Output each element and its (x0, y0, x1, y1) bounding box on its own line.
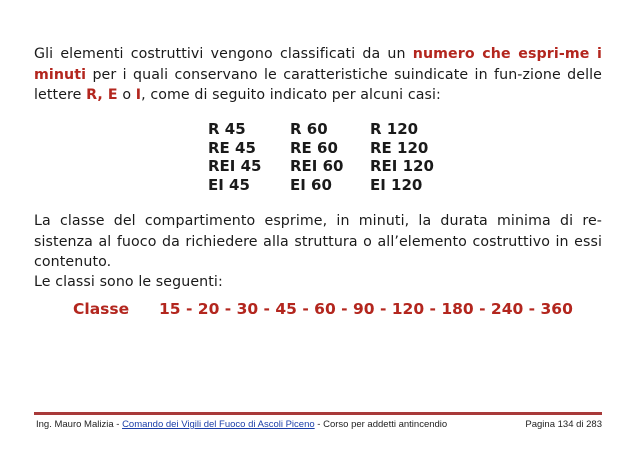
footer-author: Ing. Mauro Malizia - (36, 419, 123, 430)
letter-r: R (86, 87, 98, 103)
letter-i: I (135, 87, 142, 103)
page-footer (36, 419, 602, 430)
separator-o: o (117, 87, 136, 103)
intro-text-1: Gli elementi costruttivi vengono classificati da un (34, 46, 413, 62)
classes-values: 15 - 20 - 30 - 45 - 60 - 90 - 120 - 180 - 240 - 360 (159, 300, 573, 318)
column-120-minutes (370, 120, 434, 194)
example-item: RE 120 (370, 138, 429, 157)
compartment-paragraph: La classe del compartimento esprime, in minuti, la durata minima di re-sistenza al fuoco da richiedere alla struttura o all’elemento costruttivo in essi contenuto. (34, 213, 602, 270)
letter-e: E (107, 87, 118, 103)
intro-text-2: per i quali conservano le caratteristiche suindicate in fun-zione delle lettere (34, 66, 602, 103)
footer-course: - Corso per addetti antincendio (314, 419, 448, 430)
classes-intro: Le classi sono le seguenti: (34, 274, 223, 290)
intro-text-3: , come di seguito indicato per alcuni casi: (141, 87, 441, 103)
footer-divider (34, 412, 602, 415)
example-item: REI 45 (208, 157, 262, 175)
highlight-numero-minuti: numero che espri-me i minuti (34, 46, 602, 83)
example-item: EI 120 (370, 175, 423, 194)
column-60-minutes (290, 120, 343, 194)
example-item: R 45 (208, 120, 246, 138)
example-item: R 120 (370, 120, 419, 138)
page-number: Pagina 134 di 283 (525, 419, 602, 430)
example-item: RE 45 (208, 138, 256, 157)
classes-list (73, 300, 573, 318)
classes-label: Classe (73, 300, 130, 318)
footer-link[interactable]: Comando dei Vigili del Fuoco di Ascoli Piceno (122, 419, 315, 430)
example-item: RE 60 (290, 138, 338, 157)
example-item: REI 60 (290, 157, 344, 175)
example-item: EI 60 (290, 175, 332, 194)
intro-paragraph (34, 44, 602, 106)
separator-comma: , (97, 87, 108, 103)
example-item: EI 45 (208, 175, 250, 194)
example-item: R 60 (290, 120, 328, 138)
example-item: REI 120 (370, 157, 434, 175)
column-45-minutes (208, 120, 261, 194)
